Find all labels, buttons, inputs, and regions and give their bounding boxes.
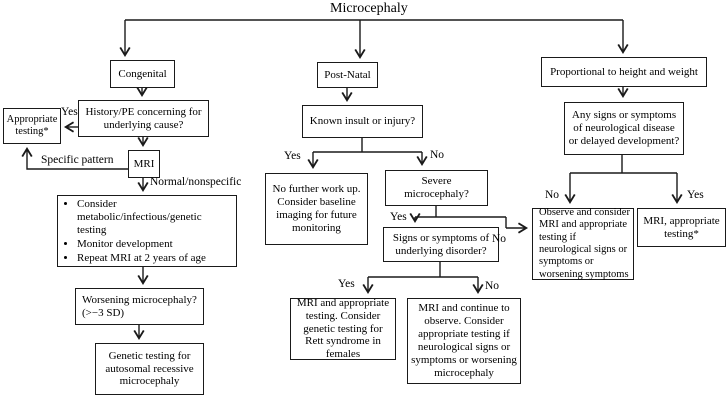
edge-label-yes: Yes (687, 189, 704, 201)
workup-plan-item: • Consider metabolic/infectious/genetic testing (77, 198, 233, 237)
edge-label-yes: Yes (61, 106, 78, 118)
edge-label-specific-pattern: Specific pattern (41, 154, 114, 166)
node-post-natal: Post-Natal (317, 62, 378, 88)
node-worsening-microcephaly: Worsening microcephaly?(>−3 SD) (75, 288, 204, 325)
edge-label-yes: Yes (284, 150, 301, 162)
node-mri-continue-observe: MRI and continue to observe. Consider appropriate testing if neurological signs or symptoms or worsening microcephaly (407, 298, 521, 384)
node-signs-underlying-disorder: Signs or symptoms of underlying disorder? (383, 227, 499, 262)
node-known-insult: Known insult or injury? (302, 105, 423, 138)
node-proportional: Proportional to height and weight (541, 57, 707, 87)
node-no-further-workup: No further work up. Consider baseline imaging for future monitoring (265, 173, 368, 245)
node-workup-plan (57, 195, 237, 267)
page-title: Microcephaly (330, 1, 408, 16)
node-observe-consider-mri: Observe and consider MRI and appropriate testing if neurological signs or symptoms or worsening symptoms (532, 208, 634, 280)
node-appropriate-testing: Appropriate testing* (3, 108, 61, 144)
node-any-neuro-signs: Any signs or symptoms of neurological disease or delayed development? (564, 102, 684, 155)
node-genetic-testing: Genetic testing for autosomal recessive microcephaly (95, 343, 204, 395)
edge-label-no: No (492, 233, 507, 245)
edge-label-no: No (545, 189, 560, 201)
edge-signs-split (368, 262, 478, 277)
edge-severe-split (415, 206, 506, 228)
workup-plan-list (61, 198, 233, 266)
edge-anysigns-split (570, 155, 677, 173)
edge-label-no: No (485, 280, 500, 292)
edge-label-yes: Yes (338, 278, 355, 290)
node-mri: MRI (128, 150, 160, 178)
workup-plan-item: • Repeat MRI at 2 years of age (77, 252, 233, 265)
edge-insult-split (313, 138, 422, 152)
node-severe-microcephaly: Severe microcephaly? (385, 170, 488, 206)
edge-label-yes: Yes (390, 211, 407, 223)
node-congenital: Congenital (110, 60, 175, 88)
workup-plan-item: • Monitor development (77, 238, 233, 251)
edge-label-no: No (430, 149, 445, 161)
node-history-pe: History/PE concerning for underlying cause? (78, 100, 209, 137)
node-mri-appropriate-testing: MRI, appropriate testing* (637, 208, 726, 247)
edge-label-normal-nonspecific: Normal/nonspecific (150, 176, 242, 188)
node-mri-rett-testing: MRI and appropriate testing. Consider genetic testing for Rett syndrome in females (290, 298, 396, 360)
